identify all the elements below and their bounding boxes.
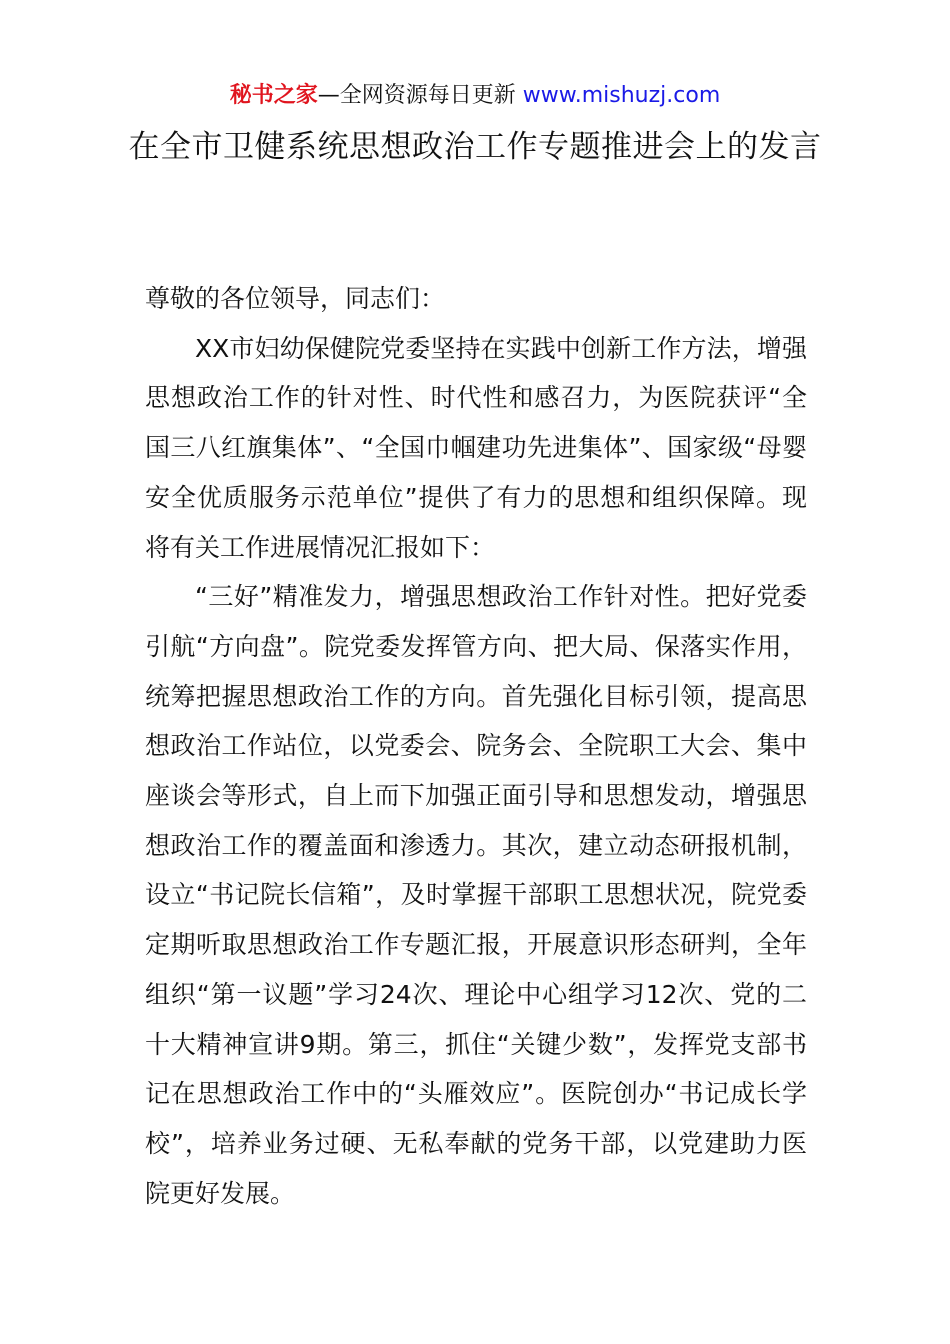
site-watermark-header [0, 80, 950, 112]
site-url-link[interactable]: www.mishuzj.com [522, 83, 721, 108]
paragraph-section-one: “三好”精准发力，增强思想政治工作针对性。把好党委引航“方向盘”。院党委发挥管方向、把大局、保落实作用，统筹把握思想政治工作的方向。首先强化目标引领，提高思想政治工作站位，以党委会、院务会、全院职工大会、集中座谈会等形式，自上而下加强正面引导和思想发动，增强思想政治工作的覆盖面和渗透力。其次，建立动态研报机制，设立“书记院长信箱”，及时掌握干部职工思想状况，院党委定期听取思想政治工作专题汇报，开展意识形态研判，全年组织“第一议题”学习24次、理论中心组学习12次、党的二十大精神宣讲9期。第三，抓住“关键少数”，发挥党支部书记在思想政治工作中的“头雁效应”。医院创办“书记成长学校”，培养业务过硬、无私奉献的党务干部，以党建助力医院更好发展。 [145, 582, 807, 1208]
paragraph-intro: XX市妇幼保健院党委坚持在实践中创新工作方法，增强思想政治工作的针对性、时代性和感召力，为医院获评“全国三八红旗集体”、“全国巾帼建功先进集体”、国家级“母婴安全优质服务示范单位”提供了有力的思想和组织保障。现将有关工作进展情况汇报如下： [145, 333, 807, 562]
brand-slogan: —全网资源每日更新 [317, 83, 516, 108]
document-title: 在全市卫健系统思想政治工作专题推进会上的发言 [128, 129, 822, 165]
document-body [145, 274, 807, 1218]
salutation: 尊敬的各位领导，同志们： [145, 284, 446, 313]
brand-name: 秘书之家 [229, 83, 318, 108]
